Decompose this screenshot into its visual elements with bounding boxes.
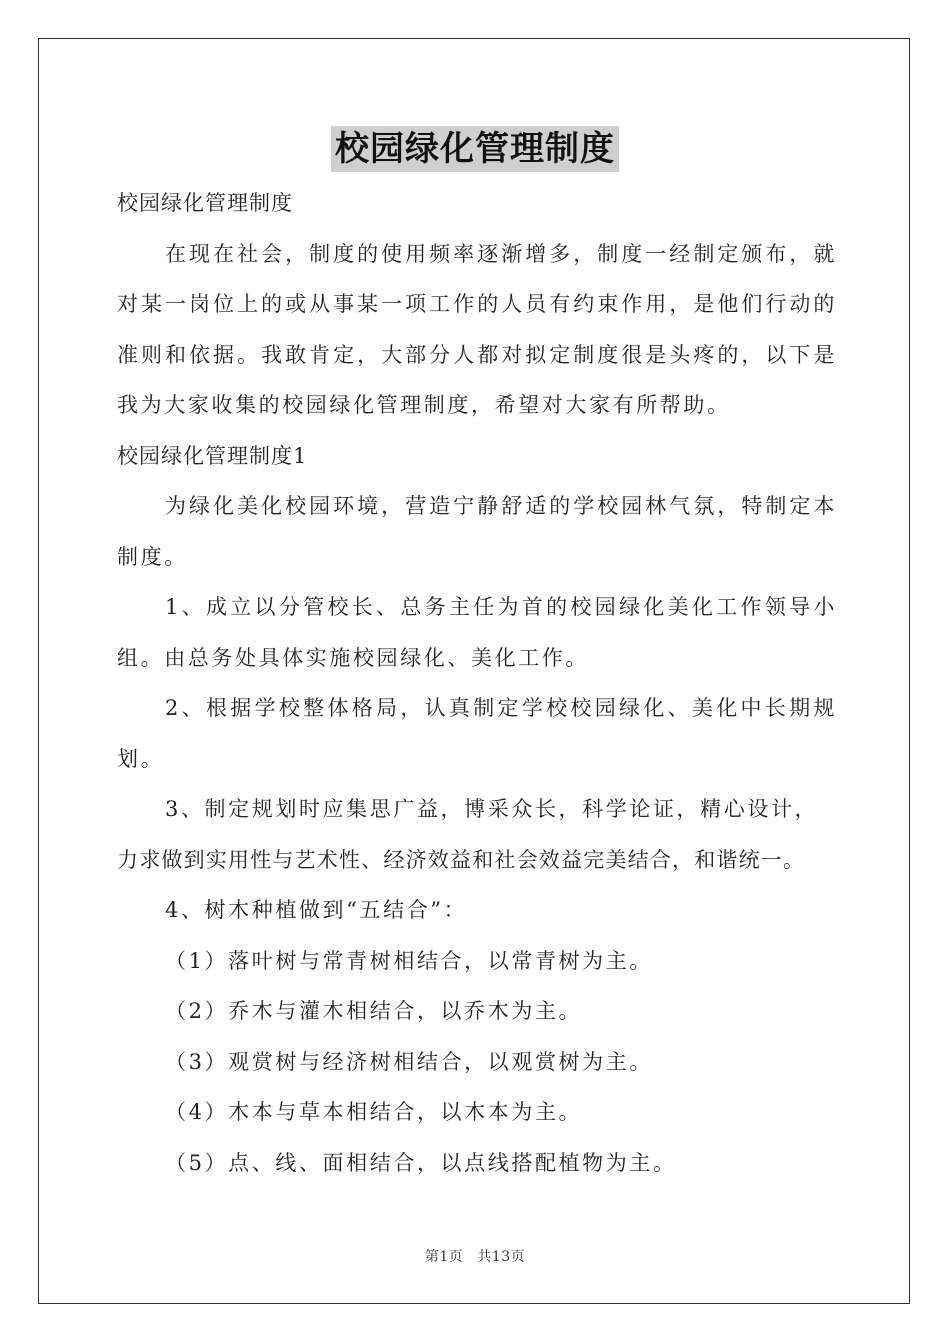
list-item: （3）观赏树与经济树相结合，以观赏树为主。: [165, 1049, 653, 1074]
paragraph: 4、树木种植做到“五结合”：: [165, 898, 468, 922]
document-title: 校园绿化管理制度: [331, 126, 619, 172]
list-item: （1）落叶树与常青树相结合，以常青树为主。: [165, 948, 653, 973]
paragraph: 1、成立以分管校长、总务主任为首的校园绿化美化工作领导小组。由总务处具体实施校园绿化、美化工作。: [117, 595, 837, 670]
page-total: 共13页: [477, 1249, 526, 1265]
paragraph: 2、根据学校整体格局，认真制定学校校园绿化、美化中长期规划。: [117, 696, 837, 771]
paragraph: 校园绿化管理制度: [117, 191, 293, 215]
list-item: （5）点、线、面相结合，以点线搭配植物为主。: [165, 1150, 677, 1175]
page-footer: [0, 1246, 950, 1266]
paragraph: 3、制定规划时应集思广益，博采众长，科学论证，精心设计，: [165, 797, 819, 821]
document-body: [117, 178, 837, 1188]
paragraph: 校园绿化管理制度1: [117, 443, 308, 468]
list-item: （4）木本与草本相结合，以木本为主。: [165, 1100, 583, 1124]
list-item: （2）乔木与灌木相结合，以乔木为主。: [165, 999, 583, 1023]
paragraph: 力求做到实用性与艺术性、经济效益和社会效益完美结合，和谐统一。: [117, 847, 806, 872]
paragraph: 为绿化美化校园环境，营造宁静舒适的学校园林气氛，特制定本制度。: [117, 494, 837, 569]
paragraph: 在现在社会，制度的使用频率逐渐增多，制度一经制定颁布，就对某一岗位上的或从事某一项工作的人员有约束作用，是他们行动的准则和依据。我敢肯定，大部分人都对拟定制度很是头疼的，以下是我为大家收集的校园绿化管理制度，希望对大家有所帮助。: [117, 241, 837, 417]
page-number: 第1页: [424, 1249, 464, 1265]
title-container: [0, 126, 950, 172]
